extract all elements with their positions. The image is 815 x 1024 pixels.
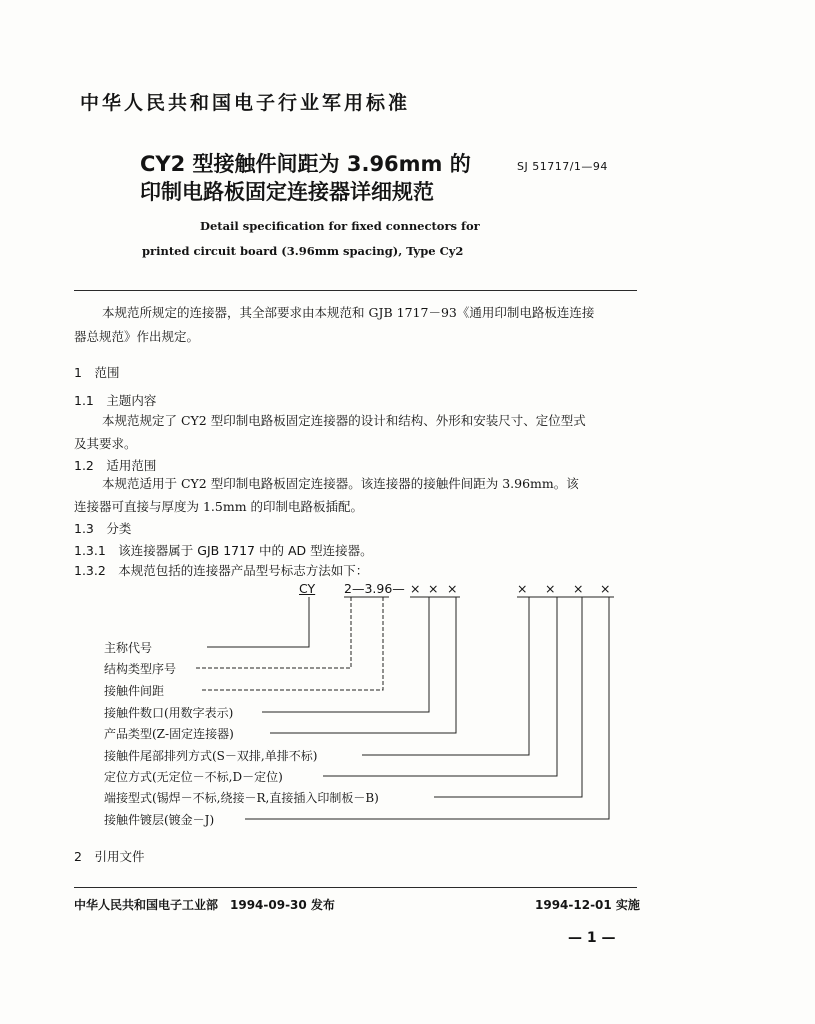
intro-line-2: 器总规范》作出规定。 [74,329,200,344]
label-product-type: 产品类型(Z-固定连接器) [104,727,234,741]
label-contact-count: 接触件数口(用数字表示) [104,706,234,720]
label-main-code: 主称代号 [104,641,153,655]
section-1-1-text-2: 及其要求。 [74,436,137,451]
doc-title-line-2: 印制电路板固定连接器详细规范 [140,180,434,204]
section-1-3-2: 1.3.2 本规范包括的连接器产品型号标志方法如下： [74,563,369,578]
section-1-heading: 1 范围 [74,365,120,380]
section-1-1-heading: 1.1 主题内容 [74,393,157,408]
page-number: — 1 — [568,930,616,946]
label-termination: 端接型式(锡焊－不标,绕接－R,直接插入印制板－B) [104,791,379,805]
code-mark-5: × [545,581,556,596]
section-1-3-1: 1.3.1 该连接器属于 GJB 1717 中的 AD 型连接器。 [74,543,373,558]
label-structure-type: 结构类型序号 [104,662,177,676]
label-contact-spacing: 接触件间距 [104,684,165,698]
section-1-2-text-1: 本规范适用于 CY2 型印制电路板固定连接器。该连接器的接触件间距为 3.96mm。该 [102,476,579,491]
doc-title-line-1: CY2 型接触件间距为 3.96mm 的 [140,152,471,176]
code-mark-3: × [447,581,458,596]
code-mark-1: × [410,581,421,596]
english-title-line-2: printed circuit board (3.96mm spacing), Type Cy2 [142,244,464,258]
code-mark-4: × [517,581,528,596]
section-1-2-text-2: 连接器可直接与厚度为 1.5mm 的印制电路板插配。 [74,499,364,514]
label-plating: 接触件镀层(镀金－J) [104,813,215,827]
code-part-2: 2—3.96— [344,581,405,596]
section-1-2-heading: 1.2 适用范围 [74,458,157,473]
label-tail-arrangement: 接触件尾部排列方式(S－双排,单排不标) [104,749,318,763]
bottom-rule [74,887,637,888]
section-2-heading: 2 引用文件 [74,849,145,864]
label-positioning: 定位方式(无定位－不标,D－定位) [104,770,283,784]
section-1-3-heading: 1.3 分类 [74,521,132,536]
standard-number: SJ 51717/1—94 [517,160,608,173]
intro-line-1: 本规范所规定的连接器，其全部要求由本规范和 GJB 1717－93《通用印制电路板连连接 [102,305,595,320]
code-mark-6: × [573,581,584,596]
standard-category-header: 中华人民共和国电子行业军用标准 [80,92,411,114]
english-title-line-1: Detail specification for fixed connectors for [200,219,480,233]
code-mark-7: × [600,581,611,596]
code-mark-2: × [428,581,439,596]
implementation-date: 1994-12-01 实施 [535,898,640,912]
code-cy: CY [299,581,316,596]
issue-date: 中华人民共和国电子工业部 1994-09-30 发布 [74,898,335,912]
section-1-1-text-1: 本规范规定了 CY2 型印制电路板固定连接器的设计和结构、外形和安装尺寸、定位型式 [102,413,586,428]
